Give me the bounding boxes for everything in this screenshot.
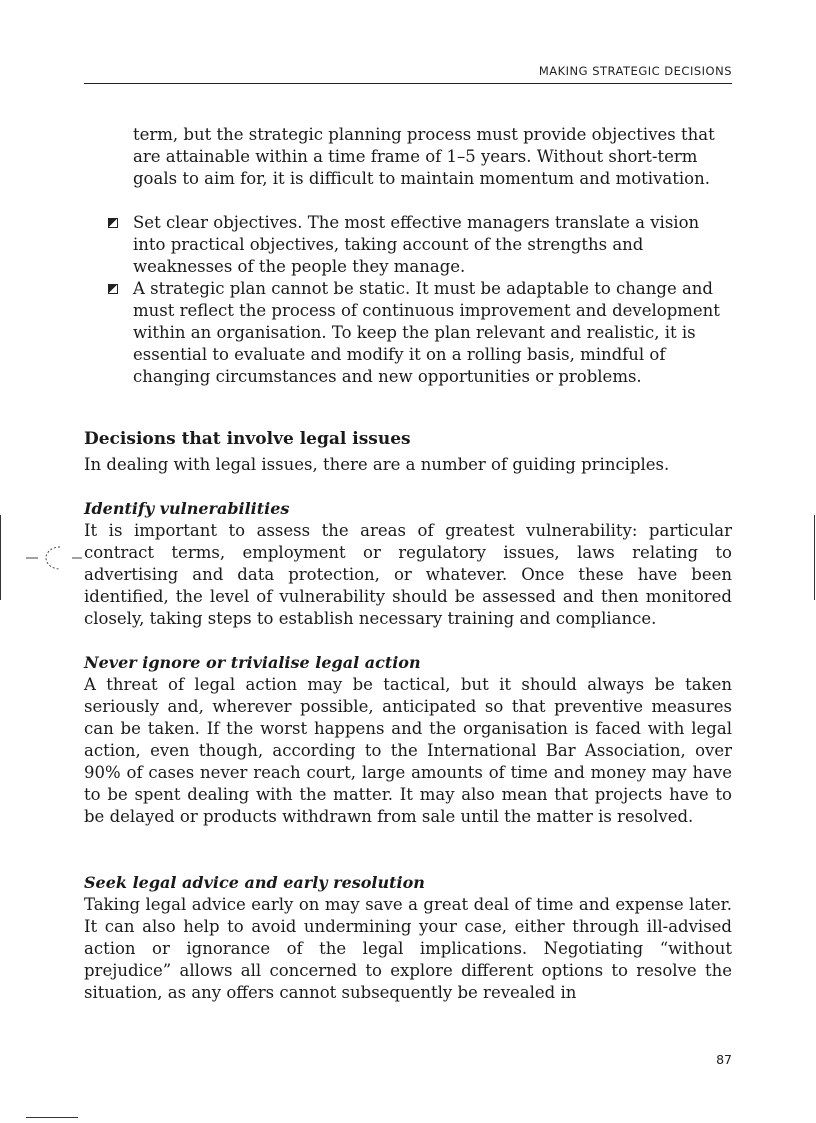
continued-paragraph: term, but the strategic planning process must provide objectives that are attainable within a time frame of 1–5 years. Without short-term goals to aim for, it is difficult to maintain momentum and motivation. [133,125,715,188]
subsection-heading: Identify vulnerabilities [84,499,290,518]
subsection-heading: Never ignore or trivialise legal action [84,653,421,672]
page-number: 87 [716,1052,732,1067]
bullet-text: Set clear objectives. The most effective managers translate a vision into practical objectives, taking account of the strengths and weaknesses of the people they manage. [133,213,700,276]
scan-edge-mark-bottom [26,1117,78,1118]
header-rule [84,83,732,84]
bullet-square-icon [108,284,118,294]
subsection-body: A threat of legal action may be tactical, but it should always be taken seriously and, wherever possible, anticipated so that preventive measures can be taken. If the worst happens and the organisation is faced with legal action, even though, according to the International Bar Association, over 90% of cases never reach court, large amounts of time and money may have to be spent dealing with the matter. It may also mean that projects have to be delayed or products withdrawn from sale until the matter is resolved. [84,675,732,826]
bullet-text: A strategic plan cannot be static. It must be adaptable to change and must reflect the process of continuous improvement and development within an organisation. To keep the plan relevant and realistic, it is essential to evaluate and modify it on a rolling basis, mindful of changing circumstances and new opportunities or problems. [133,279,720,386]
subsection-heading: Seek legal advice and early resolution [84,873,425,892]
registration-mark-icon [24,542,84,576]
running-head: MAKING STRATEGIC DECISIONS [538,64,732,78]
section-heading: Decisions that involve legal issues [84,429,411,449]
section-intro: In dealing with legal issues, there are a number of guiding principles. [84,455,670,474]
scan-edge-mark-right [814,515,815,600]
bullet-item [133,278,733,388]
bullet-square-icon [108,218,118,228]
subsection-body: It is important to assess the areas of greatest vulnerability: particular contract terms, employment or regulatory issues, laws relating to advertising and data protection, or whatever. Once these have been identified, the level of vulnerability should be assessed and then monitored closely, taking steps to establish necessary training and compliance. [84,521,732,628]
bullet-item [133,212,733,278]
scan-edge-mark-left [0,515,1,600]
subsection-body: Taking legal advice early on may save a great deal of time and expense later. It can also help to avoid undermining your case, either through ill-advised action or ignorance of the legal implications. Negotiating “without prejudice” allows all concerned to explore different options to resolve the situation, as any offers cannot subsequently be revealed in [84,895,732,1002]
